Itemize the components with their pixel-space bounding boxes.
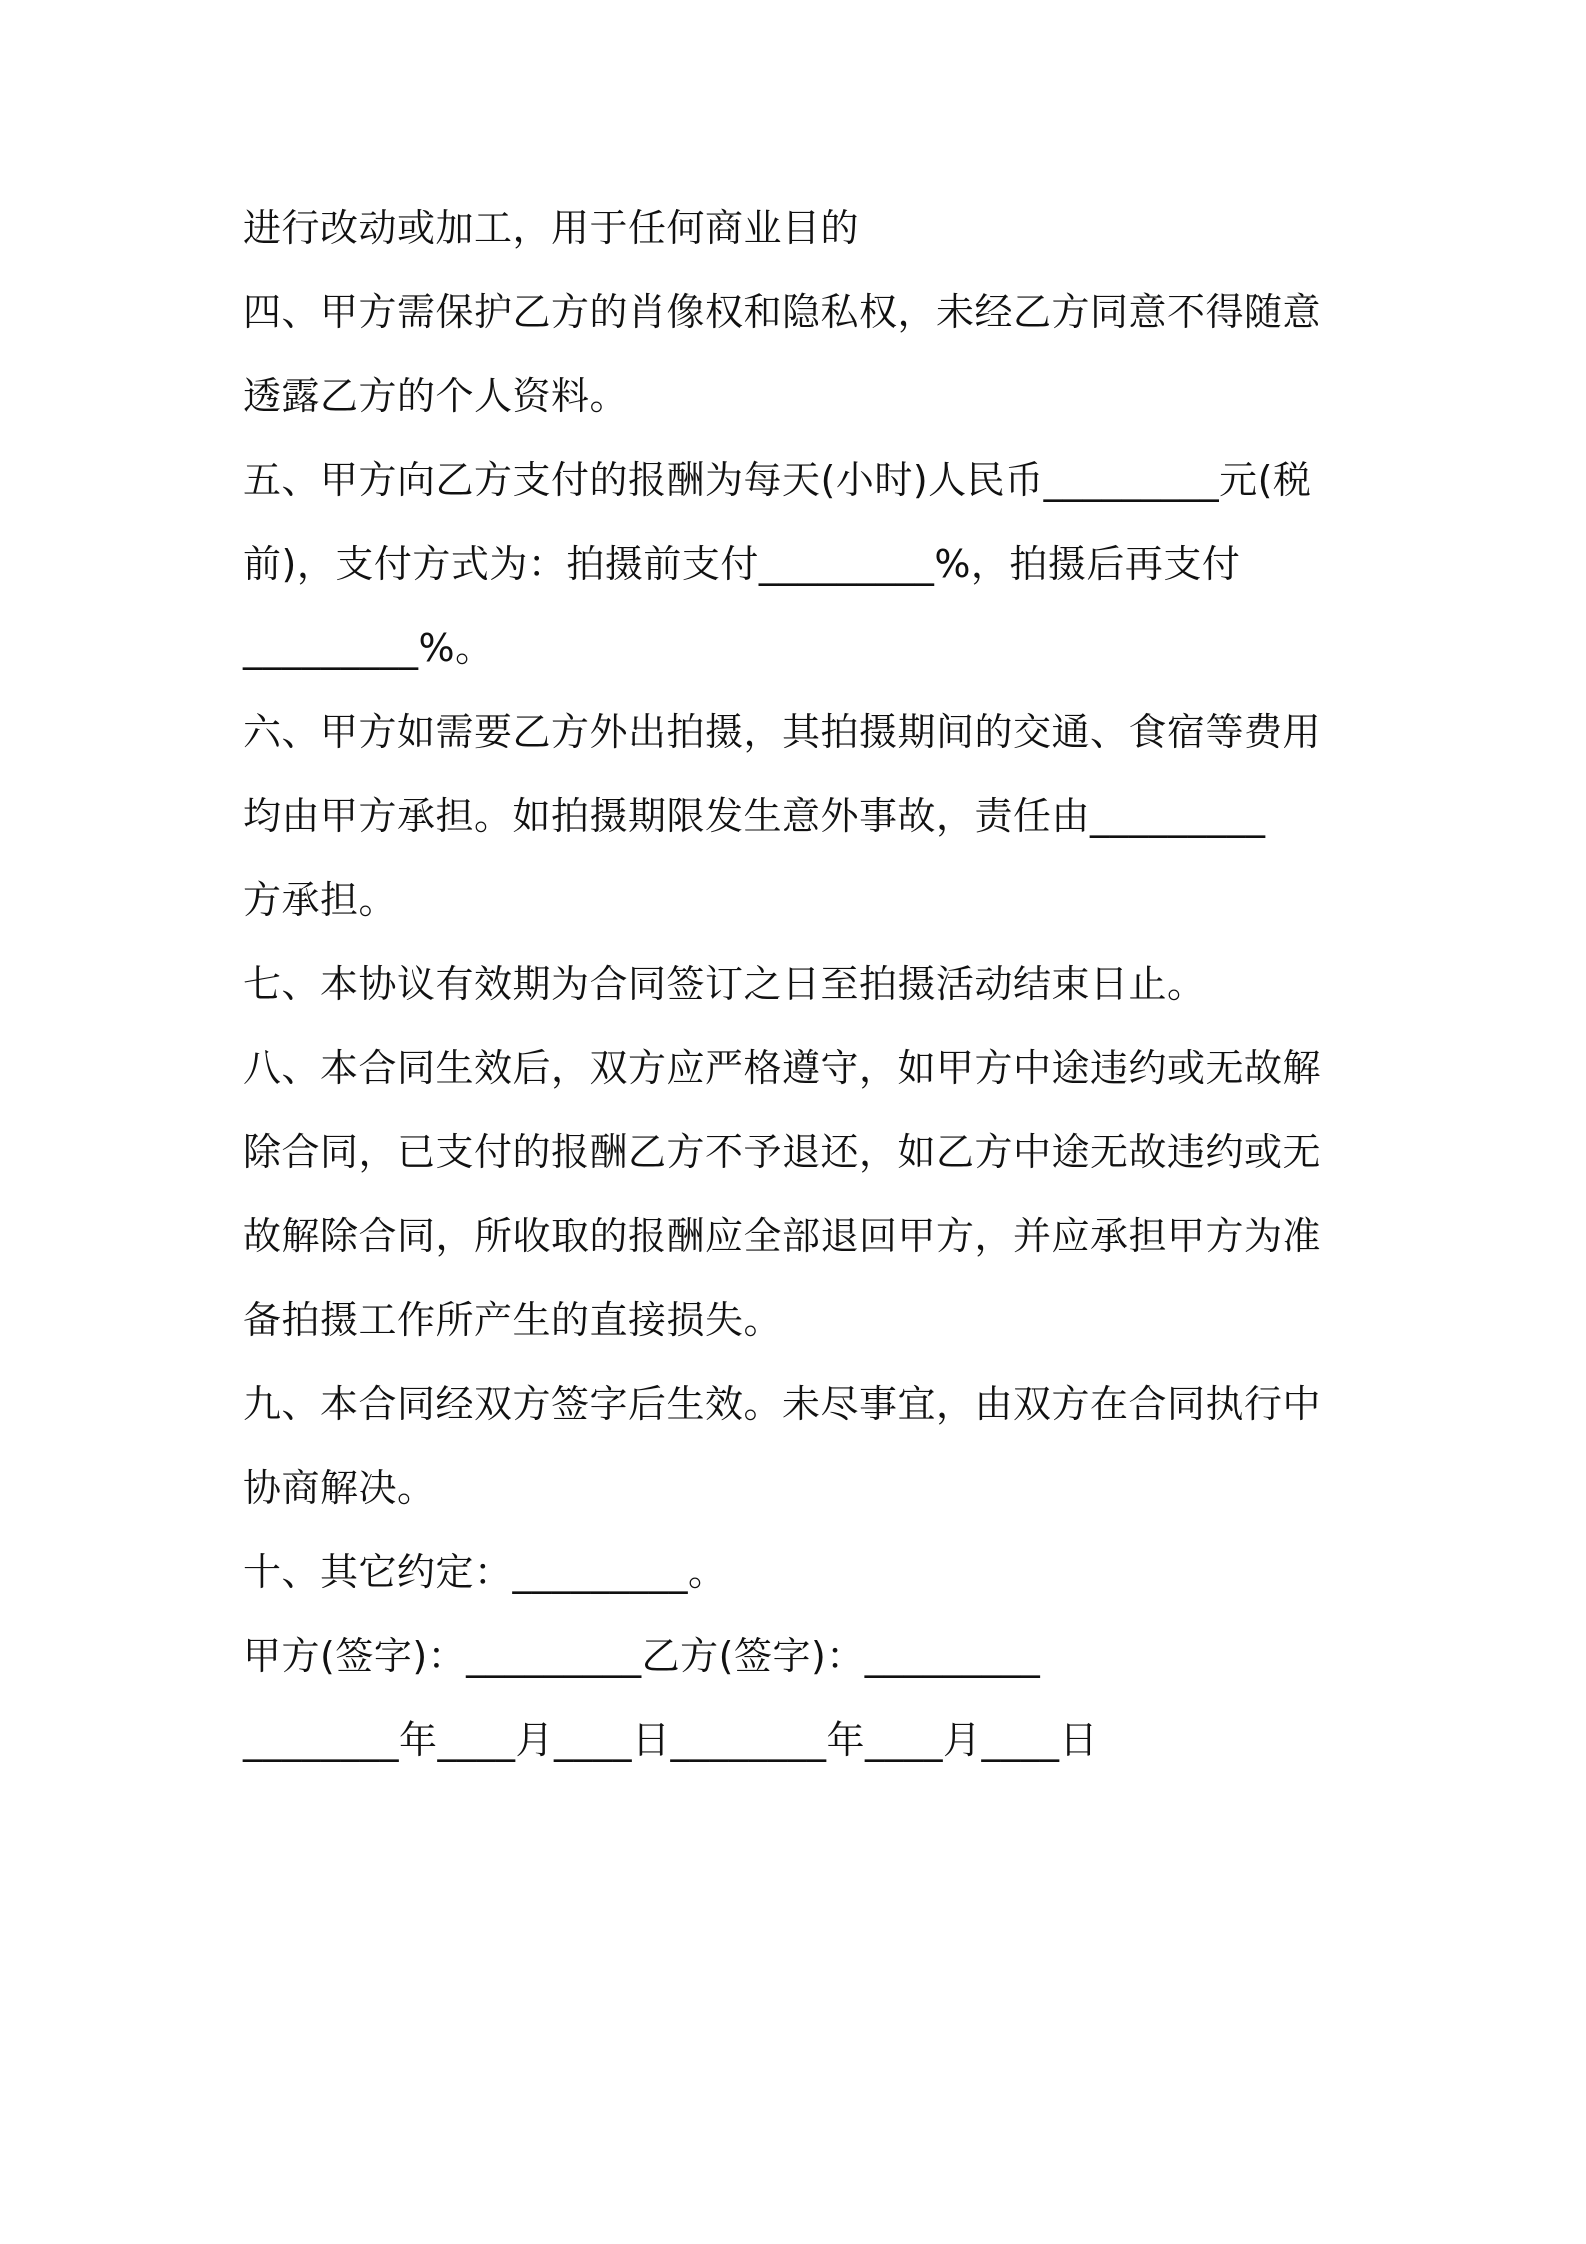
signature-line: 甲方(签字)：_________乙方(签字)：_________ (243, 1634, 1041, 1678)
clause-6-line-2: 均由甲方承担。如拍摄期限发生意外事故，责任由_________ (243, 794, 1266, 838)
clause-8-line-1: 八、本合同生效后，双方应严格遵守，如甲方中途违约或无故解 (243, 1046, 1322, 1090)
clause-5-line-2: 前)，支付方式为：拍摄前支付_________%，拍摄后再支付 (243, 542, 1241, 586)
clause-8-line-4: 备拍摄工作所产生的直接损失。 (243, 1298, 783, 1342)
text-line-1: 进行改动或加工，用于任何商业目的 (243, 206, 860, 250)
clause-8-line-3: 故解除合同，所收取的报酬应全部退回甲方，并应承担甲方为准 (243, 1214, 1322, 1258)
clause-8-line-2: 除合同，已支付的报酬乙方不予退还，如乙方中途无故违约或无 (243, 1130, 1322, 1174)
clause-6-line-1: 六、甲方如需要乙方外出拍摄，其拍摄期间的交通、食宿等费用 (243, 710, 1322, 754)
clause-9-line-1: 九、本合同经双方签字后生效。未尽事宜，由双方在合同执行中 (243, 1382, 1322, 1426)
date-line: ________年____月____日________年____月____日 (243, 1718, 1099, 1762)
clause-5-line-1: 五、甲方向乙方支付的报酬为每天(小时)人民币_________元(税 (243, 458, 1312, 502)
clause-4-line-1: 四、甲方需保护乙方的肖像权和隐私权，未经乙方同意不得随意 (243, 290, 1322, 334)
clause-5-line-3: _________%。 (243, 626, 494, 670)
clause-4-line-2: 透露乙方的个人资料。 (243, 374, 629, 418)
clause-9-line-2: 协商解决。 (243, 1466, 436, 1510)
clause-10-line-1: 十、其它约定：_________。 (243, 1550, 727, 1594)
clause-6-line-3: 方承担。 (243, 878, 398, 922)
clause-7-line-1: 七、本协议有效期为合同签订之日至拍摄活动结束日止。 (243, 962, 1206, 1006)
